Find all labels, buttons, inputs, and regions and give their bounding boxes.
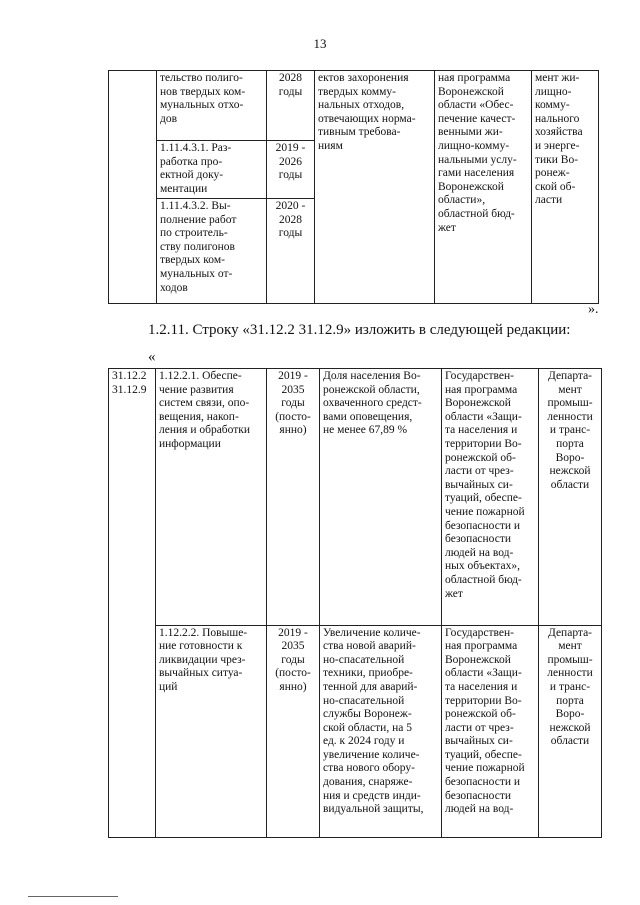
table-row xyxy=(109,71,599,141)
indicator-cell: Увеличение количе- ства новой аварий- но-спасательной техники, приобре- тенной для аварий- но-спасательной службы Воронеж- ской области, на 5 ед. к 2024 году и увеличение количе- ства нового обору- дования, снаряже- ния и средств инди- видуальной защиты, xyxy=(320,625,442,837)
page-number: 13 xyxy=(313,36,327,51)
indicator-cell: Доля населения Во- ронежской области, охваченного средст- вами оповещения, не менее 67,89 % xyxy=(320,369,442,626)
measure-cell: 1.11.4.3.2. Вы- полнение работ по строитель- ству полигонов твердых ком- мунальных от- ходов xyxy=(157,199,267,304)
period-cell: 2019 - 2035 годы (посто- янно) xyxy=(267,369,320,626)
program-cell: Государствен- ная программа Воронежской области «Защи- та населения и территории Во- ронежской об- ласти от чрез- вычайных си- туаций, обеспе- чение пожарной безопасности и безопасности людей на вод- xyxy=(442,625,539,837)
continued-table xyxy=(108,70,599,304)
table-row xyxy=(109,625,602,837)
executor-cell: Департа- мент промыш- ленности и транс- порта Воро- нежской области xyxy=(539,369,602,626)
table-row xyxy=(109,369,602,626)
measure-cell: тельство полиго- нов твердых ком- мунальных отхо- дов xyxy=(157,71,267,141)
code-cell xyxy=(109,71,157,304)
replacement-table xyxy=(108,368,602,838)
period-cell: 2028 годы xyxy=(267,71,315,141)
measure-cell: 1.11.4.3.1. Раз- работка про- ектной доку- ментации xyxy=(157,141,267,199)
period-cell: 2019 - 2035 годы (посто- янно) xyxy=(267,625,320,837)
code-cell: 31.12.2 31.12.9 xyxy=(109,369,156,838)
indicator-cell: ектов захоронения твердых комму- нальных отходов, отвечающих норма- тивным требова- ниям xyxy=(315,71,435,304)
program-cell: ная программа Воронежской области «Обес- печение качест- венными жи- лищно-комму- нальными услу- гами населения Воронежской области», областной бюд- жет xyxy=(435,71,532,304)
period-cell: 2020 - 2028 годы xyxy=(267,199,315,304)
executor-cell: мент жи- лищно- комму- нального хозяйства и энерге- тики Во- ронеж- ской об- ласти xyxy=(532,71,599,304)
closing-quote: ». xyxy=(588,302,599,317)
instruction-paragraph: 1.2.11. Строку «31.12.2 31.12.9» изложить в следующей редакции: xyxy=(148,322,571,338)
executor-cell: Департа- мент промыш- ленности и транс- порта Воро- нежской области xyxy=(539,625,602,837)
period-cell: 2019 - 2026 годы xyxy=(267,141,315,199)
measure-cell: 1.12.2.1. Обеспе- чение развития систем связи, опо- вещения, накоп- ления и обработки информации xyxy=(156,369,267,626)
measure-cell: 1.12.2.2. Повыше- ние готовности к ликвидации чрез- вычайных ситуа- ций xyxy=(156,625,267,837)
program-cell: Государствен- ная программа Воронежской области «Защи- та населения и территории Во- ронежской об- ласти от чрез- вычайных си- туаций, обеспе- чение пожарной безопасности и безопасности людей на вод- ных объектах», областной бюд- жет xyxy=(442,369,539,626)
opening-quote: « xyxy=(148,349,156,365)
footer-divider xyxy=(28,896,118,897)
